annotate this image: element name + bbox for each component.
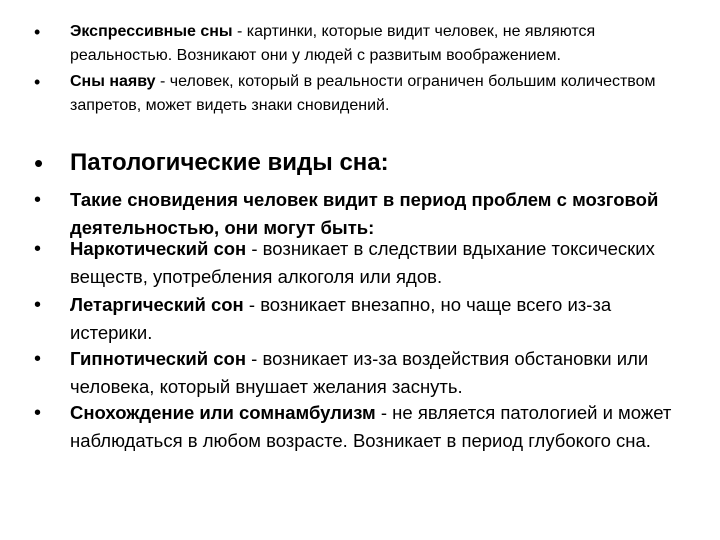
bullet: • — [34, 294, 42, 316]
list-item-text — [70, 235, 684, 291]
item-term: Гипнотический сон — [70, 348, 247, 369]
item-description: - возникает в следствии вдыхание токсических веществ, употребления алкоголя или ядов. — [70, 238, 655, 287]
bullet: • — [34, 348, 42, 370]
bullet: • — [34, 22, 41, 42]
section-heading: Патологические виды сна: — [70, 149, 389, 176]
item-description: - не является патологией и может наблюдаться в любом возрасте. Возникает в период глубокого сна. — [70, 402, 672, 451]
item-description: - возникает из-за воздействия обстановки или человека, который внушает желания заснуть. — [70, 348, 649, 397]
bullet: • — [34, 238, 42, 260]
item-description: - возникает внезапно, но чаще всего из-за истерики. — [70, 294, 612, 343]
bullet: • — [34, 72, 41, 92]
intro-bold-text: Такие сновидения человек видит в период проблем с мозговой деятельностью, они могут быть: — [70, 189, 659, 238]
bullet: • — [34, 402, 42, 424]
bullet: • — [34, 189, 42, 211]
item-term: Экспрессивные сны — [70, 23, 233, 40]
item-term: Наркотический сон — [70, 238, 247, 259]
item-description: - картинки, которые видит человек, не являются реальностью. Возникают они у людей с развитым воображением. — [70, 23, 596, 64]
item-term: Сны наяву — [70, 73, 156, 90]
list-item-text — [70, 291, 684, 347]
list-item-text — [70, 20, 684, 68]
intro-text — [70, 186, 684, 242]
list-item-text — [70, 399, 684, 455]
item-term: Снохождение или сомнамбулизм — [70, 402, 376, 423]
list-item-text — [70, 345, 684, 401]
list-item-text — [70, 70, 684, 118]
item-term: Летаргический сон — [70, 294, 244, 315]
bullet: • — [34, 148, 44, 178]
item-description: - человек, который в реальности ограничен большим количеством запретов, может видеть знаки сновидений. — [70, 73, 656, 114]
